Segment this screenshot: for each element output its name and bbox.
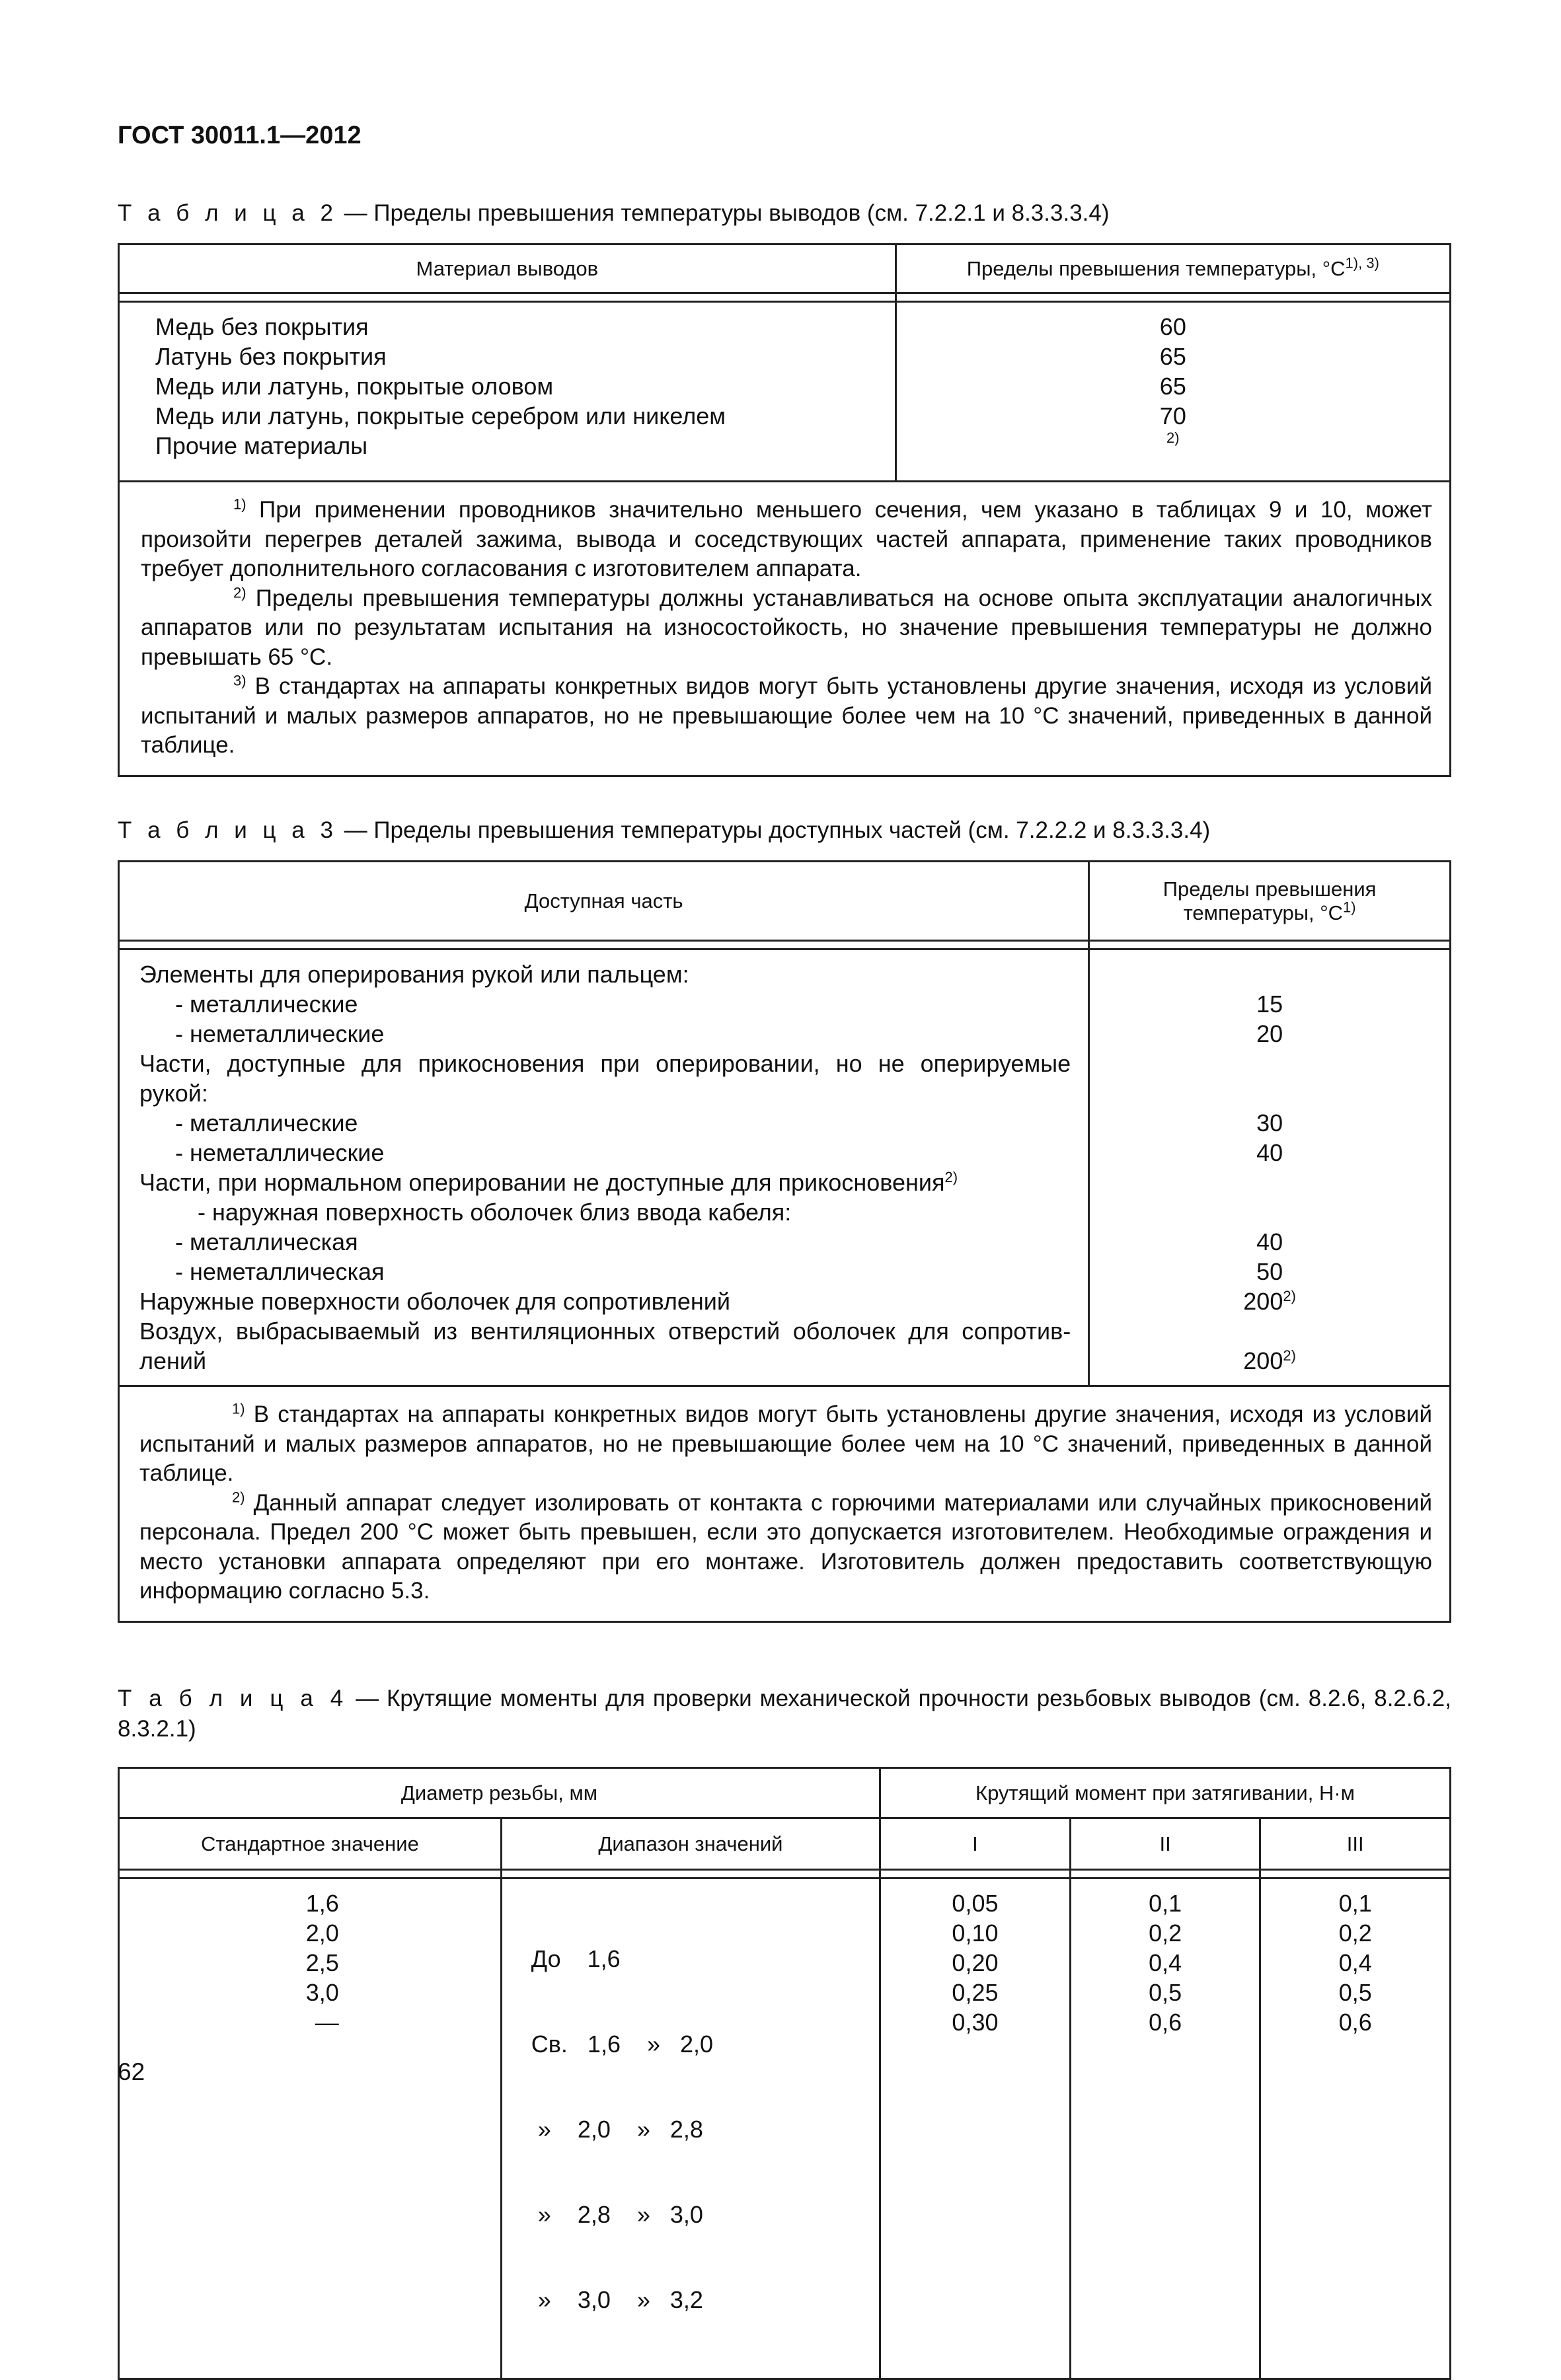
table-cell: 0,10 [952,1919,999,1947]
table-cell: 2) [1166,429,1180,446]
table2-note-3 [141,672,1432,761]
table4-head-standard: Стандартное значение [119,1818,502,1870]
table-cell: 0,1 [1149,1890,1182,1917]
note-text: Данный аппарат следует изолировать от контакта с горючими материалами или случайных прикосновений персонала. Предел 200 °С может быть превышен, если это допускается изготовителем. Необходимые ограждения и место установки аппарата определяют при его монтаже. Изготовитель должен предоставить соответствующую информацию согласно 5.3. [139,1489,1432,1604]
note-mark: 1) [233,496,247,513]
table4-caption [118,1684,1451,1744]
table-cell: рукой: [139,1080,208,1107]
table-cell [139,1168,1071,1197]
table-cell: 0,25 [952,1979,999,2006]
table-cell: Св. 1,6 » 2,0 [531,2030,714,2058]
footnote-mark: 2) [1283,1347,1296,1364]
footnote-mark: 2) [944,1169,958,1185]
table-cell: » 2,8 » 3,0 [531,2201,703,2228]
table-cell: 20 [1256,1020,1283,1047]
table-cell: - металлические [175,990,358,1018]
table-cell: 0,05 [952,1890,999,1917]
table3-notes [119,1386,1451,1622]
table-cell: 65 [1159,343,1186,370]
table-cell: До 1,6 [531,1945,621,1972]
table3-head-limits [1089,862,1451,941]
table-cell: 2,0 [305,1919,339,1947]
table-cell: Медь или латунь, покрытые оловом [155,373,554,400]
table2-head-limits-text: Пределы превышения температуры, °С [966,256,1346,280]
table-cell: 3,0 [305,1979,339,2006]
table2-notes [119,482,1451,776]
table-cell: — [315,2009,339,2036]
table-cell: - наружная поверхность оболочек близ ввода кабеля: [198,1199,792,1226]
table-cell: 50 [1256,1258,1283,1285]
table-cell-text: 200 [1243,1347,1283,1374]
table3-caption-prefix: Т а б л и ц а 3 [118,817,338,843]
table3 [118,860,1451,1623]
note-text: В стандартах на аппараты конкретных видов могут быть установлены другие значения, исходя из условий испытаний и малых размеров аппаратов, но не превышающие более чем на 10 °С значений, приведенных в данной таблице. [141,673,1432,758]
table-cell: » 3,0 » 3,2 [531,2286,703,2313]
table2-head-limits [895,244,1450,293]
table-cell: 40 [1256,1139,1283,1166]
table-cell: Воздух, выбрасываемый из вентиляционных отверстий оболочек для сопротив- [139,1318,1071,1345]
table-cell: Наружные поверхности оболочек для сопротивлений [139,1288,731,1315]
table4-head-III: III [1260,1818,1451,1870]
table2-note-1 [141,496,1432,584]
table-cell: 40 [1256,1228,1283,1255]
table-cell: 0,20 [952,1949,999,1976]
table-cell: Элементы для оперирования рукой или пальцем: [139,961,689,988]
table-cell [1090,1049,1449,1078]
note-text: В стандартах на аппараты конкретных видов могут быть установлены другие значения, исходя из условий испытаний и малых размеров аппаратов, но не превышающие более чем на 10 °С значений, приведенных в данной таблице. [139,1401,1432,1486]
page-number: 62 [118,2058,145,2085]
table4-caption-text: — Крутящие моменты для проверки механической прочности резьбовых выводов (см. 8.2.6, 8.2.6.2, 8.3.2.1) [118,1686,1451,1742]
table-cell: » 2,0 » 2,8 [531,2116,703,2143]
table-cell: 0,6 [1149,2009,1182,2036]
table-cell: 0,6 [1338,2009,1372,2036]
table2-caption-prefix: Т а б л и ц а 2 [118,200,338,226]
table3-caption [118,815,1210,846]
note-text: При применении проводников значительно меньшего сечения, чем указано в таблицах 9 и 10, может произойти перегрев деталей зажима, вывода и соседствующих частей аппарата, применение таких проводников требует дополнительного согласования с изготовителем аппарата. [141,497,1432,581]
table3-head-part: Доступная часть [119,862,1089,941]
table-cell: 0,30 [952,2009,999,2036]
table-cell: 0,1 [1338,1890,1372,1917]
table3-head-limits-sup: 1) [1343,899,1356,916]
table-cell: 60 [1159,313,1186,340]
note-mark: 2) [232,1488,245,1505]
table-cell: - металлические [175,1109,358,1136]
table-cell [1090,1316,1449,1346]
footnote-mark: 2) [1283,1288,1296,1304]
table-cell: лений [139,1347,207,1374]
table-cell: Медь или латунь, покрытые серебром или никелем [155,402,726,429]
table-cell: 0,5 [1149,1979,1182,2006]
table4-caption-prefix: Т а б л и ц а 4 [118,1686,348,1711]
table2-head-limits-sup: 1), 3) [1345,254,1379,272]
table4-head-diameter: Диаметр резьбы, мм [119,1768,880,1818]
table-cell: 15 [1256,990,1283,1018]
table4-standard-column [119,1878,502,2379]
table4-head-torque: Крутящий момент при затягивании, Н·м [880,1768,1451,1818]
document-header: ГОСТ 30011.1—2012 [118,122,362,149]
table-cell: 65 [1159,373,1186,400]
table-cell: 0,4 [1149,1949,1182,1976]
table-cell: Латунь без покрытия [155,343,387,370]
table-cell: - металлическая [175,1228,358,1255]
note-mark: 2) [233,583,247,601]
table-cell-text: Части, при нормальном оперировании не доступные для прикосновения [139,1169,945,1196]
table2 [118,243,1451,777]
note-mark: 3) [233,672,247,689]
table-cell-text: 200 [1243,1288,1283,1315]
table-cell [1090,1346,1449,1376]
table2-note-2 [141,584,1432,673]
table3-head-limits-line1: Пределы превышения [1162,877,1377,901]
table-cell: 2,5 [305,1949,339,1976]
table3-head-limits-line2-text: температуры, °С [1183,901,1344,924]
table3-part-column [119,949,1089,1386]
table-cell: Прочие материалы [155,432,368,459]
table-cell [1090,959,1449,989]
note-text: Пределы превышения температуры должны устанавливаться на основе опыта эксплуатации аналогичных аппаратов или по результатам испытания на износостойкость, но значение превышения температуры не должно превышать 65 °С. [141,585,1432,670]
table4 [118,1767,1451,2380]
table-cell: - неметаллическая [175,1258,385,1285]
table2-caption-text: — Пределы превышения температуры выводов (см. 7.2.2.1 и 8.3.3.3.4) [337,200,1110,226]
table-cell: 0,2 [1149,1919,1182,1947]
note-mark: 1) [232,1400,245,1417]
table-cell: 70 [1159,402,1186,429]
table-cell: 0,4 [1338,1949,1372,1976]
table-cell: - неметаллические [175,1020,385,1047]
table4-head-II: II [1070,1818,1260,1870]
table3-value-column [1089,949,1451,1386]
table-cell: - неметаллические [175,1139,385,1166]
table3-note-2 [139,1489,1432,1606]
table-cell [1090,1197,1449,1227]
table-cell [1090,1168,1449,1197]
table4-II-column [1070,1878,1260,2379]
table2-value-column [895,302,1450,482]
table-cell: 0,2 [1338,1919,1372,1947]
table4-range-column [501,1878,880,2379]
table4-head-I: I [880,1818,1071,1870]
table2-material-column [119,302,896,482]
table-cell: Медь без покрытия [155,313,369,340]
table-cell: Части, доступные для прикосновения при оперировании, но не оперируемые [139,1050,1071,1077]
table4-I-column [880,1878,1071,2379]
table3-caption-text: — Пределы превышения температуры доступных частей (см. 7.2.2.2 и 8.3.3.3.4) [337,817,1211,843]
table2-caption [118,198,1110,229]
table3-note-1 [139,1400,1432,1489]
table-cell [1090,1286,1449,1316]
table-cell: 0,5 [1338,1979,1372,2006]
table-cell [1090,1078,1449,1108]
table3-head-limits-line2 [1090,901,1449,925]
table-cell: 1,6 [305,1890,339,1917]
table4-head-range: Диапазон значений [501,1818,880,1870]
table2-head-material: Материал выводов [119,244,896,293]
table-cell: 30 [1256,1109,1283,1136]
table4-III-column [1260,1878,1451,2379]
